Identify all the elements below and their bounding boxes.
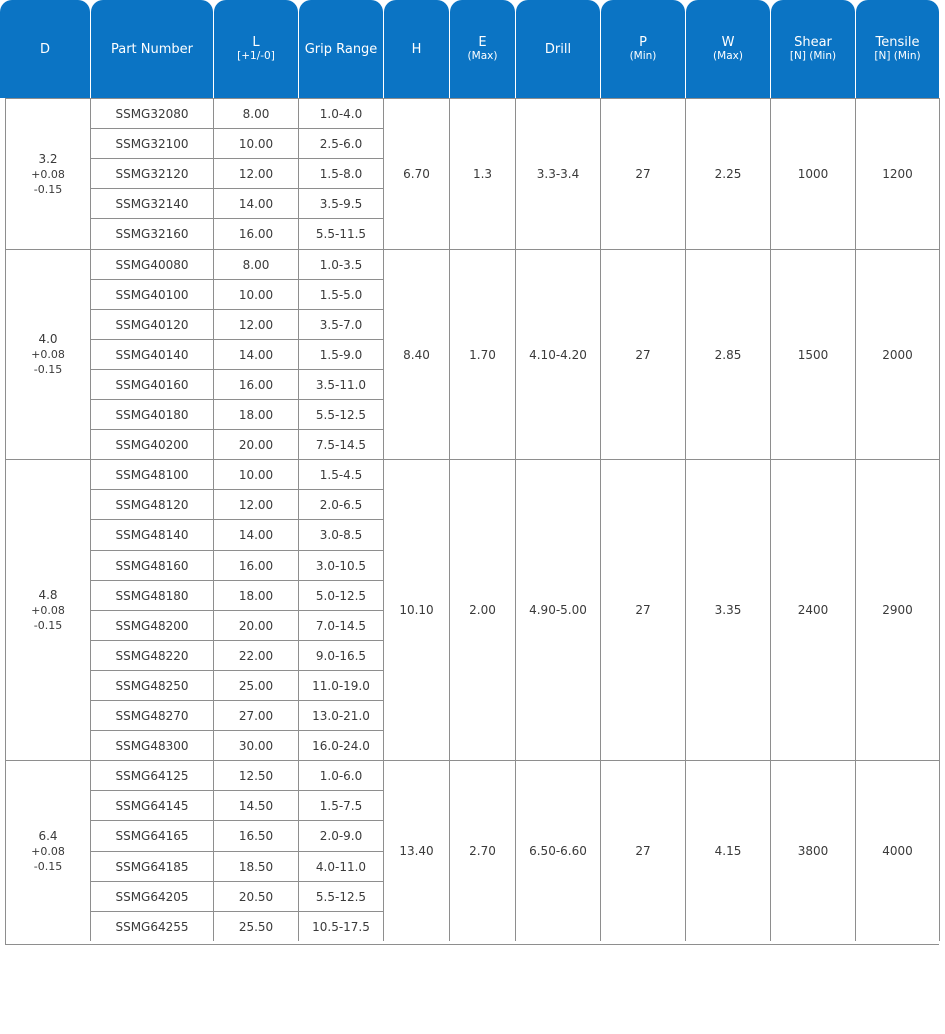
header-w (686, 0, 770, 98)
length-cell: 10.00 (214, 128, 299, 158)
grip-range-cell: 2.0-6.5 (299, 489, 384, 519)
part-number-cell: SSMG40080 (91, 249, 214, 279)
grip-range-cell: 4.0-11.0 (299, 851, 384, 881)
diameter-value: 4.0 (38, 332, 58, 346)
grip-range-cell: 11.0-19.0 (299, 670, 384, 700)
header-h-label: H (411, 41, 422, 57)
grip-range-cell: 5.5-12.5 (299, 399, 384, 429)
diameter-cell (6, 760, 91, 941)
grip-range-cell: 16.0-24.0 (299, 730, 384, 760)
length-cell: 12.50 (214, 760, 299, 790)
grip-range-cell: 1.5-5.0 (299, 279, 384, 309)
grip-range-cell: 3.5-11.0 (299, 369, 384, 399)
length-cell: 20.00 (214, 610, 299, 640)
shear-cell: 3800 (771, 760, 856, 941)
header-grip-range-label: Grip Range (304, 41, 378, 57)
e-cell: 2.00 (450, 459, 516, 760)
part-number-cell: SSMG48180 (91, 580, 214, 610)
length-cell: 16.50 (214, 820, 299, 851)
h-cell: 6.70 (384, 98, 450, 249)
length-cell: 30.00 (214, 730, 299, 760)
grip-range-cell: 5.5-11.5 (299, 218, 384, 249)
tolerance-plus: +0.08 (31, 167, 65, 181)
part-number-cell: SSMG48160 (91, 550, 214, 580)
length-cell: 14.00 (214, 339, 299, 369)
length-cell: 12.00 (214, 158, 299, 188)
part-number-cell: SSMG32140 (91, 188, 214, 218)
length-cell: 25.00 (214, 670, 299, 700)
header-d-label: D (39, 41, 50, 57)
diameter-value: 4.8 (38, 587, 58, 602)
grip-range-cell: 1.0-3.5 (299, 249, 384, 279)
part-number-cell: SSMG48200 (91, 610, 214, 640)
tolerance-minus: -0.15 (33, 363, 63, 376)
diameter-value: 3.2 (38, 151, 58, 166)
diameter-value: 6.4 (38, 828, 58, 843)
p-cell: 27 (601, 760, 686, 941)
diameter-cell (6, 459, 91, 760)
h-cell: 13.40 (384, 760, 450, 941)
length-cell: 14.50 (214, 790, 299, 820)
part-number-cell: SSMG48140 (91, 519, 214, 550)
drill-cell: 4.10-4.20 (516, 249, 601, 459)
table-body (5, 98, 939, 945)
grip-range-cell: 2.0-9.0 (299, 820, 384, 851)
part-number-cell: SSMG64125 (91, 760, 214, 790)
drill-cell: 6.50-6.60 (516, 760, 601, 941)
tensile-cell: 4000 (856, 760, 940, 941)
drill-cell: 3.3-3.4 (516, 98, 601, 249)
e-cell: 1.3 (450, 98, 516, 249)
header-e (450, 0, 515, 98)
e-cell: 2.70 (450, 760, 516, 941)
shear-cell: 1000 (771, 98, 856, 249)
diameter-cell (6, 98, 91, 249)
part-number-cell: SSMG64145 (91, 790, 214, 820)
header-tensile-label: Tensile (875, 35, 920, 50)
length-cell: 14.00 (214, 188, 299, 218)
header-part-number (91, 0, 213, 98)
grip-range-cell: 3.0-8.5 (299, 519, 384, 550)
header-drill-label: Drill (544, 41, 572, 57)
w-cell: 2.85 (686, 249, 771, 459)
header-drill (516, 0, 600, 98)
w-cell: 2.25 (686, 98, 771, 249)
part-number-cell: SSMG48300 (91, 730, 214, 760)
grip-range-cell: 1.0-4.0 (299, 98, 384, 128)
length-cell: 14.00 (214, 519, 299, 550)
part-number-cell: SSMG32120 (91, 158, 214, 188)
w-cell: 3.35 (686, 459, 771, 760)
tolerance-plus: +0.08 (31, 844, 65, 858)
part-number-cell: SSMG48120 (91, 489, 214, 519)
length-cell: 16.00 (214, 218, 299, 249)
grip-range-cell: 3.5-7.0 (299, 309, 384, 339)
header-p-unit: (Min) (629, 50, 657, 62)
grip-range-cell: 1.5-8.0 (299, 158, 384, 188)
part-number-cell: SSMG64205 (91, 881, 214, 911)
p-cell: 27 (601, 98, 686, 249)
tensile-cell: 2900 (856, 459, 940, 760)
e-cell: 1.70 (450, 249, 516, 459)
header-part-number-label: Part Number (110, 41, 194, 57)
length-cell: 10.00 (214, 279, 299, 309)
part-number-cell: SSMG32160 (91, 218, 214, 249)
length-cell: 16.00 (214, 369, 299, 399)
part-number-cell: SSMG48250 (91, 670, 214, 700)
h-cell: 8.40 (384, 249, 450, 459)
grip-range-cell: 1.5-9.0 (299, 339, 384, 369)
header-shear (771, 0, 855, 98)
length-cell: 8.00 (214, 98, 299, 128)
header-w-unit: (Max) (713, 50, 743, 62)
length-cell: 12.00 (214, 489, 299, 519)
grip-range-cell: 1.5-4.5 (299, 459, 384, 489)
length-cell: 18.00 (214, 399, 299, 429)
part-number-cell: SSMG48270 (91, 700, 214, 730)
header-e-unit: (Max) (467, 50, 498, 62)
tolerance-plus: +0.08 (31, 603, 65, 617)
part-number-cell: SSMG40120 (91, 309, 214, 339)
header-tensile (856, 0, 939, 98)
tolerance-minus: -0.15 (33, 618, 63, 632)
header-h (384, 0, 449, 98)
part-number-cell: SSMG32080 (91, 98, 214, 128)
grip-range-cell: 3.5-9.5 (299, 188, 384, 218)
header-e-label: E (478, 35, 487, 50)
header-p-label: P (639, 35, 647, 50)
part-number-cell: SSMG64255 (91, 911, 214, 941)
grip-range-cell: 9.0-16.5 (299, 640, 384, 670)
length-cell: 18.50 (214, 851, 299, 881)
grip-range-cell: 1.0-6.0 (299, 760, 384, 790)
tensile-cell: 2000 (856, 249, 940, 459)
grip-range-cell: 7.0-14.5 (299, 610, 384, 640)
header-grip-range (299, 0, 383, 98)
p-cell: 27 (601, 249, 686, 459)
length-cell: 18.00 (214, 580, 299, 610)
h-cell: 10.10 (384, 459, 450, 760)
part-number-cell: SSMG48100 (91, 459, 214, 489)
shear-cell: 2400 (771, 459, 856, 760)
header-l-unit: [+1/-0] (237, 50, 275, 62)
part-number-cell: SSMG48220 (91, 640, 214, 670)
p-cell: 27 (601, 459, 686, 760)
tolerance-minus: -0.15 (33, 182, 63, 196)
header-l (214, 0, 298, 98)
tensile-cell: 1200 (856, 98, 940, 249)
length-cell: 20.00 (214, 429, 299, 459)
part-number-cell: SSMG40200 (91, 429, 214, 459)
header-l-label: L (252, 35, 260, 50)
grip-range-cell: 5.0-12.5 (299, 580, 384, 610)
grip-range-cell: 1.5-7.5 (299, 790, 384, 820)
length-cell: 22.00 (214, 640, 299, 670)
header-d (0, 0, 90, 98)
part-number-cell: SSMG40100 (91, 279, 214, 309)
part-number-cell: SSMG32100 (91, 128, 214, 158)
tolerance-minus: -0.15 (33, 859, 63, 873)
length-cell: 12.00 (214, 309, 299, 339)
shear-cell: 1500 (771, 249, 856, 459)
part-number-cell: SSMG40180 (91, 399, 214, 429)
part-number-cell: SSMG64185 (91, 851, 214, 881)
length-cell: 10.00 (214, 459, 299, 489)
grip-range-cell: 5.5-12.5 (299, 881, 384, 911)
header-shear-label: Shear (794, 35, 832, 50)
grip-range-cell: 7.5-14.5 (299, 429, 384, 459)
header-tensile-unit: [N] (Min) (874, 50, 921, 62)
length-cell: 20.50 (214, 881, 299, 911)
header-p (601, 0, 685, 98)
w-cell: 4.15 (686, 760, 771, 941)
grip-range-cell: 3.0-10.5 (299, 550, 384, 580)
length-cell: 25.50 (214, 911, 299, 941)
part-number-cell: SSMG40160 (91, 369, 214, 399)
length-cell: 16.00 (214, 550, 299, 580)
grip-range-cell: 2.5-6.0 (299, 128, 384, 158)
tolerance-plus: +0.08 (31, 348, 65, 361)
diameter-cell (6, 249, 91, 459)
grip-range-cell: 13.0-21.0 (299, 700, 384, 730)
grip-range-cell: 10.5-17.5 (299, 911, 384, 941)
header-w-label: W (721, 35, 735, 50)
header-shear-unit: [N] (Min) (789, 50, 837, 62)
length-cell: 27.00 (214, 700, 299, 730)
length-cell: 8.00 (214, 249, 299, 279)
part-number-cell: SSMG64165 (91, 820, 214, 851)
drill-cell: 4.90-5.00 (516, 459, 601, 760)
part-number-cell: SSMG40140 (91, 339, 214, 369)
